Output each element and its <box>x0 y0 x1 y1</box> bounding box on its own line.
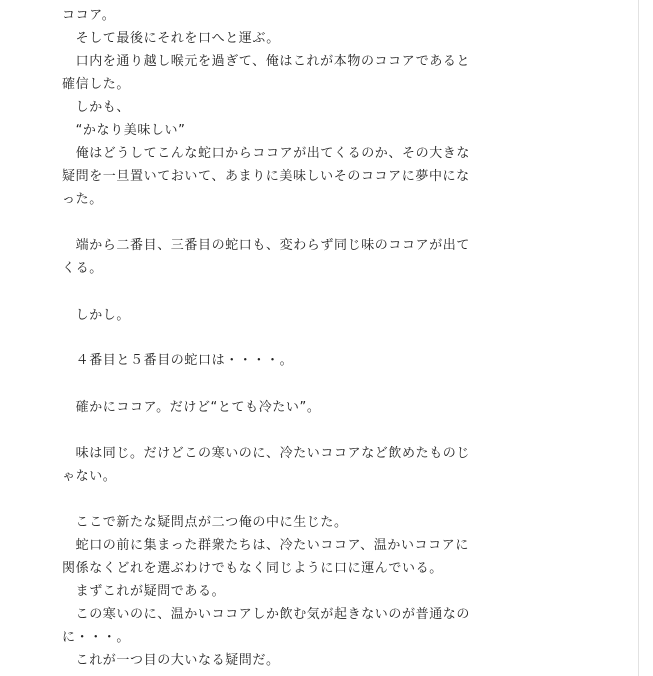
text-line: 確かにココア。だけど“とても冷たい”。 <box>62 400 321 415</box>
text-line: ゃない。 <box>62 469 117 484</box>
text-line: しかし。 <box>62 308 131 323</box>
text-line: “かなり美味しい” <box>62 123 186 138</box>
text-line: 関係なくどれを選ぶわけでもなく同じように口に運んでいる。 <box>62 561 443 576</box>
text-line: この寒いのに、温かいココアしか飲む気が起きないのが普通なの <box>62 607 471 622</box>
text-line: ４番目と５番目の蛇口は・・・・。 <box>62 353 294 368</box>
text-line: くる。 <box>62 261 103 276</box>
text-line: った。 <box>62 192 103 207</box>
text-line: しかも、 <box>62 100 131 115</box>
text-line: まずこれが疑問である。 <box>62 584 226 599</box>
text-line: 味は同じ。だけどこの寒いのに、冷たいココアなど飲めたものじ <box>62 446 471 461</box>
page-edge-divider <box>638 0 639 676</box>
text-line: ここで新たな疑問点が二つ俺の中に生じた。 <box>62 515 348 530</box>
text-line: そして最後にそれを口へと運ぶ。 <box>62 31 280 46</box>
text-line: 疑問を一旦置いておいて、あまりに美味しいそのココアに夢中にな <box>62 169 470 184</box>
text-line: これが一つ目の大いなる疑問だ。 <box>62 653 280 668</box>
text-line: 端から二番目、三番目の蛇口も、変わらず同じ味のココアが出て <box>62 238 471 253</box>
text-line: 蛇口の前に集まった群衆たちは、冷たいココア、温かいココアに <box>62 538 469 553</box>
text-line: ココア。 <box>62 8 116 23</box>
text-line: に・・・。 <box>62 630 131 645</box>
text-line: 確信した。 <box>62 77 131 92</box>
text-line: 俺はどうしてこんな蛇口からココアが出てくるのか、その大きな <box>62 146 471 161</box>
text-line: 口内を通り越し喉元を過ぎて、俺はこれが本物のココアであると <box>62 54 471 69</box>
